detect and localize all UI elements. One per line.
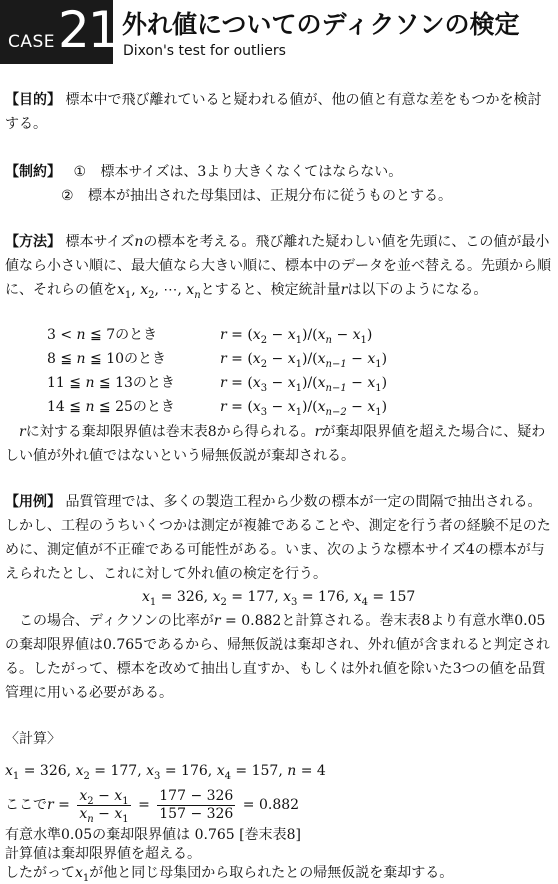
fraction-symbolic: $\frac{x_2 - x_1}{x_n - x_1}$ (79, 787, 129, 825)
method-text-d: は以下のようになる。 (347, 282, 488, 298)
constraint-2-mark: ② (61, 188, 74, 204)
example-values: $x_1 = 326$, $x_2 = 177$, $x_3 = 176$, $x_4 = 157$ (142, 589, 416, 608)
constraint-1 (5, 160, 402, 184)
case-formula-3: $r = (x_3 - x_1)/(x_{n-1} - x_1)$ (220, 375, 388, 394)
calc-ratio-formula: ここでr = $\frac{x_2 - x_1}{x_n - x_1}$ = $\frac{177 - 326}{157 - 326}$ = 0.882 (5, 787, 300, 825)
page-title: 外れ値についてのディクソンの検定 (122, 10, 520, 39)
example-text: 品質管理では、多くの製造工程から少数の標本が一定の間隔で抽出される。しかし、工程のうちいくつかは測定が複雑であることや、測定を行う者の経験不足のために、測定値が不正確である可能性がある。いま、次のような標本サイズ4の標本が与えられたとし、これに対して外れ値の検定を行う。 (5, 494, 551, 582)
case-range-3: 11 ≦ n ≦ 13のとき (47, 375, 175, 391)
example-section (5, 490, 553, 586)
constraint-2 (61, 184, 452, 208)
page-subtitle: Dixon's test for outliers (123, 43, 286, 59)
method-text-a: 標本サイズ (65, 234, 135, 250)
method-text-c: とすると、検定統計量 (200, 282, 341, 298)
purpose-tag: 【目的】 (5, 92, 61, 108)
purpose-text: 標本中で飛び離れていると疑われる値が、他の値と有意な差をもつかを検討する。 (5, 92, 542, 132)
calc-decision: したがって$x_1$が他と同じ母集団から取られたとの帰無仮説を棄却する。 (5, 865, 454, 884)
constraint-2-text: 標本が抽出された母集団は、正規分布に従うものとする。 (88, 188, 453, 204)
method-section: 【方法】 標本サイズnの標本を考える。飛び離れた疑わしい値を先頭に、この値が最小値なら小さい順に、最大値なら大きい順に、標本中のデータを並べ替える。先頭から順に、それらの値を$x_1$, $x_2$, ⋯, $x_n$とすると、検定統計量rは以下のようになる。 (5, 234, 551, 301)
calc-comparison: 計算値は棄却限界値を超える。 (5, 846, 201, 862)
case-formula-4: $r = (x_3 - x_1)/(x_{n-2} - x_1)$ (220, 399, 388, 418)
case-range-2: 8 ≦ n ≦ 10のとき (47, 351, 167, 367)
method-text-b: の標本を考える。飛び離れた疑わしい値を先頭に、この値が最小値なら小さい順に、最大値なら大きい順に、標本中のデータを並べ替える。先頭から順に、それらの値を (5, 234, 551, 298)
case-word: CASE (8, 32, 56, 52)
constraints-tag: 【制約】 (5, 164, 61, 180)
method-tag: 【方法】 (5, 234, 61, 250)
case-badge (0, 0, 118, 64)
calc-critical-value: 有意水準0.05の棄却限界値は 0.765 [巻末表8] (5, 827, 301, 843)
case-number: 21 (58, 1, 118, 59)
method-rejection-text: rに対する棄却限界値は巻末表8から得られる。rが棄却限界値を超えた場合に、疑わしい値が外れ値ではないという帰無仮説が棄却される。 (5, 424, 546, 464)
calc-label: 〈計算〉 (5, 731, 61, 747)
case-range-1: 3 < n ≦ 7のとき (47, 327, 158, 343)
case-formula-1: $r = (x_2 - x_1)/(x_n - x_1)$ (220, 327, 373, 346)
constraint-1-mark: ① (73, 164, 87, 180)
example-tag: 【用例】 (5, 494, 61, 510)
fraction-numeric: $\frac{177 - 326}{157 - 326}$ (159, 787, 234, 822)
calc-values: $x_1 = 326$, $x_2 = 177$, $x_3 = 176$, $x_4 = 157$, n = 4 (5, 763, 326, 782)
case-range-4: 14 ≦ n ≦ 25のとき (47, 399, 175, 415)
constraint-1-text: 標本サイズは、3より大きくなくてはならない。 (100, 164, 403, 180)
case-formula-2: $r = (x_2 - x_1)/(x_{n-1} - x_1)$ (220, 351, 388, 370)
example-conclusion: この場合、ディクソンの比率がr = 0.882と計算される。巻末表8より有意水準0.05の棄却限界値は0.765であるから、帰無仮説は棄却され、外れ値が含まれると判定される。したがって、標本を改めて抽出し直すか、もしくは外れ値を除いた3つの値を品質管理に用いる必要がある。 (5, 613, 550, 701)
case-header (0, 0, 558, 68)
purpose-section (5, 88, 553, 136)
